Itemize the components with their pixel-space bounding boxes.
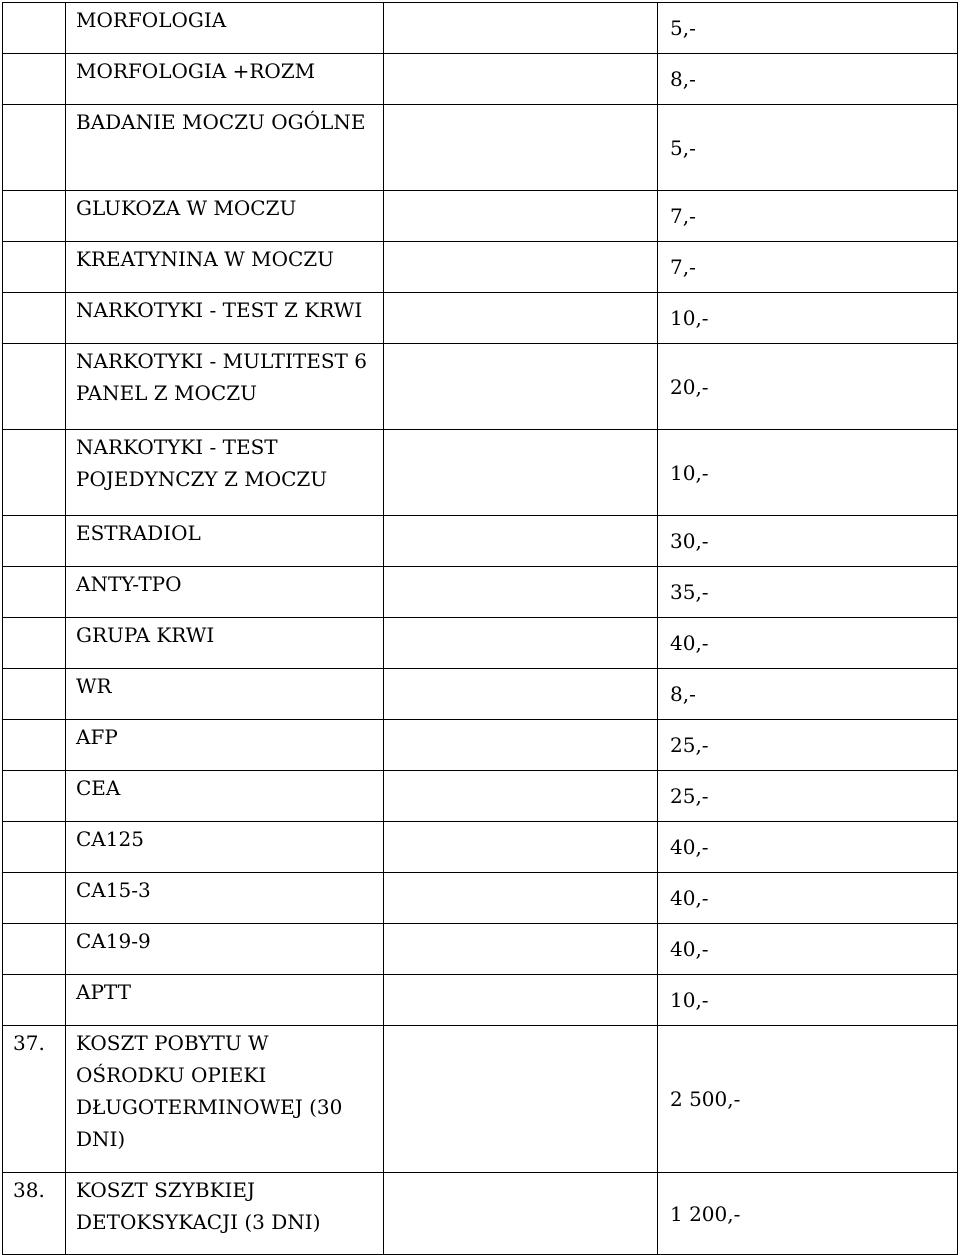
row-number <box>3 618 66 669</box>
row-name-text: NARKOTYKI - TEST POJEDYNCZY Z MOCZU <box>76 435 328 491</box>
row-gap <box>384 105 658 191</box>
row-price: 20,- <box>658 344 958 430</box>
row-number <box>3 54 66 105</box>
row-gap <box>384 669 658 720</box>
row-gap <box>384 822 658 873</box>
row-name <box>66 242 384 293</box>
table-row <box>3 771 958 822</box>
row-name-text: WR <box>76 674 112 698</box>
row-number <box>3 669 66 720</box>
table-row <box>3 1026 958 1173</box>
row-gap <box>384 567 658 618</box>
row-price: 5,- <box>658 3 958 54</box>
row-number <box>3 105 66 191</box>
row-name <box>66 1026 384 1173</box>
row-name <box>66 975 384 1026</box>
row-gap <box>384 54 658 105</box>
table-row <box>3 822 958 873</box>
table-row <box>3 430 958 516</box>
row-price: 40,- <box>658 822 958 873</box>
row-name-text: MORFOLOGIA <box>76 8 227 32</box>
row-price: 35,- <box>658 567 958 618</box>
row-gap <box>384 344 658 430</box>
table-row <box>3 293 958 344</box>
row-number <box>3 822 66 873</box>
row-name <box>66 105 384 191</box>
price-table <box>2 2 958 1255</box>
row-price: 5,- <box>658 105 958 191</box>
row-name-text: KOSZT POBYTU W OŚRODKU OPIEKI DŁUGOTERMINOWEJ (30 DNI) <box>76 1031 343 1151</box>
table-row <box>3 54 958 105</box>
row-gap <box>384 293 658 344</box>
row-gap <box>384 430 658 516</box>
row-name <box>66 771 384 822</box>
row-price: 40,- <box>658 924 958 975</box>
row-number <box>3 720 66 771</box>
row-price: 8,- <box>658 669 958 720</box>
row-price: 1 200,- <box>658 1173 958 1255</box>
row-name <box>66 618 384 669</box>
row-gap <box>384 242 658 293</box>
row-name-text: MORFOLOGIA +ROZM <box>76 59 316 83</box>
table-row <box>3 669 958 720</box>
row-price: 25,- <box>658 771 958 822</box>
row-gap <box>384 873 658 924</box>
row-name <box>66 567 384 618</box>
row-number <box>3 516 66 567</box>
row-name-text: CA125 <box>76 827 144 851</box>
table-row <box>3 191 958 242</box>
row-price: 40,- <box>658 873 958 924</box>
table-row <box>3 975 958 1026</box>
table-row <box>3 618 958 669</box>
row-name-text: NARKOTYKI - MULTITEST 6 PANEL Z MOCZU <box>76 349 367 405</box>
row-number <box>3 430 66 516</box>
table-row <box>3 924 958 975</box>
row-number <box>3 771 66 822</box>
row-price: 10,- <box>658 293 958 344</box>
row-price: 2 500,- <box>658 1026 958 1173</box>
row-number: 38. <box>3 1173 66 1255</box>
row-price: 8,- <box>658 54 958 105</box>
table-row <box>3 873 958 924</box>
row-name <box>66 3 384 54</box>
row-gap <box>384 1173 658 1255</box>
row-name <box>66 54 384 105</box>
row-gap <box>384 191 658 242</box>
row-gap <box>384 924 658 975</box>
row-gap <box>384 618 658 669</box>
row-name <box>66 344 384 430</box>
row-name <box>66 1173 384 1255</box>
row-name <box>66 822 384 873</box>
row-price: 10,- <box>658 430 958 516</box>
row-name-text: NARKOTYKI - TEST Z KRWI <box>76 298 363 322</box>
row-gap <box>384 516 658 567</box>
row-name-text: CA19-9 <box>76 929 151 953</box>
row-gap <box>384 975 658 1026</box>
row-name <box>66 293 384 344</box>
row-price: 10,- <box>658 975 958 1026</box>
row-name-text: GRUPA KRWI <box>76 623 215 647</box>
table-row <box>3 516 958 567</box>
row-number <box>3 975 66 1026</box>
row-number <box>3 3 66 54</box>
row-name-text: KOSZT SZYBKIEJ DETOKSYKACJI (3 DNI) <box>76 1178 321 1234</box>
row-gap <box>384 720 658 771</box>
row-price: 7,- <box>658 191 958 242</box>
row-gap <box>384 1026 658 1173</box>
row-number <box>3 567 66 618</box>
row-price: 40,- <box>658 618 958 669</box>
table-row <box>3 105 958 191</box>
row-name-text: CA15-3 <box>76 878 151 902</box>
row-number: 37. <box>3 1026 66 1173</box>
row-number <box>3 191 66 242</box>
row-number <box>3 344 66 430</box>
row-name-text: ANTY-TPO <box>76 572 182 596</box>
row-price: 30,- <box>658 516 958 567</box>
row-price: 7,- <box>658 242 958 293</box>
table-row <box>3 242 958 293</box>
row-name-text: ESTRADIOL <box>76 521 201 545</box>
row-name-text: CEA <box>76 776 121 800</box>
row-name-text: KREATYNINA W MOCZU <box>76 247 335 271</box>
row-number <box>3 293 66 344</box>
table-row <box>3 1173 958 1255</box>
row-name-text: GLUKOZA W MOCZU <box>76 196 297 220</box>
row-number <box>3 924 66 975</box>
row-name <box>66 430 384 516</box>
row-number <box>3 242 66 293</box>
row-price: 25,- <box>658 720 958 771</box>
row-name <box>66 873 384 924</box>
row-gap <box>384 3 658 54</box>
row-name <box>66 191 384 242</box>
row-number <box>3 873 66 924</box>
row-name <box>66 924 384 975</box>
row-name-text: BADANIE MOCZU OGÓLNE <box>76 110 366 134</box>
row-name <box>66 720 384 771</box>
table-row <box>3 567 958 618</box>
row-name <box>66 669 384 720</box>
table-row <box>3 3 958 54</box>
table-row <box>3 344 958 430</box>
table-row <box>3 720 958 771</box>
row-name-text: AFP <box>76 725 118 749</box>
row-name <box>66 516 384 567</box>
row-name-text: APTT <box>76 980 131 1004</box>
row-gap <box>384 771 658 822</box>
